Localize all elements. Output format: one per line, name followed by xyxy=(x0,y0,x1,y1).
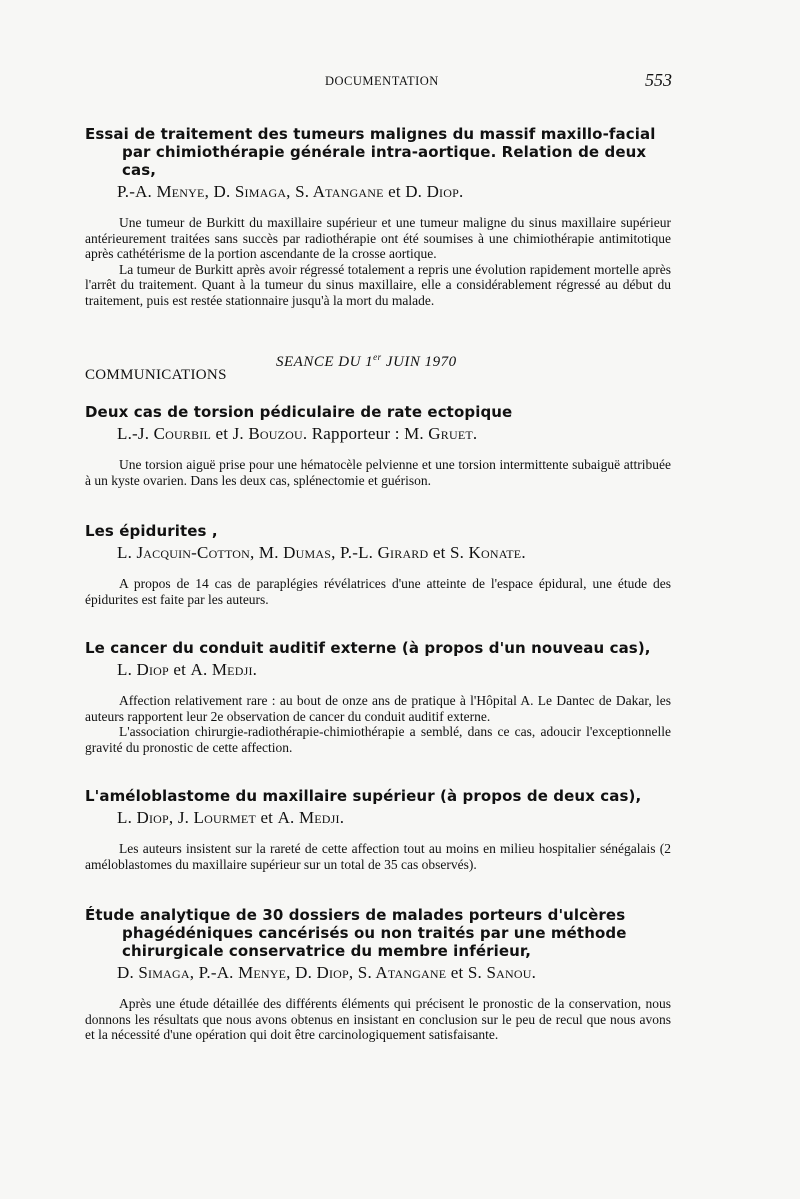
article-title: Essai de traitement des tumeurs malignes du massif maxillo-facial par chimiothérapie générale intra-aortique. Relation de deux cas, xyxy=(85,125,656,179)
article-paragraph: La tumeur de Burkitt après avoir régressé totalement a repris une évolution rapidement mortelle après l'arrêt du traitement. Quant à la tumeur du sinus maxillaire, elle a considérablement régressé au début du traitement, puis est restée stationnaire jusqu'à la mort du malade. xyxy=(85,261,671,308)
section-heading: COMMUNICATIONS xyxy=(85,367,227,383)
running-header xyxy=(0,70,800,94)
session-heading: SEANCE DU 1er JUIN 1970 xyxy=(276,352,457,370)
article-torsion-rate xyxy=(85,403,671,488)
article-title: L'améloblastome du maxillaire supérieur (à propos de deux cas), xyxy=(85,787,642,805)
article-title: Le cancer du conduit auditif externe (à propos d'un nouveau cas), xyxy=(85,639,651,657)
page-number: 553 xyxy=(645,70,672,90)
article-paragraph: A propos de 14 cas de paraplégies révélatrices d'une atteinte de l'espace épidural, une étude des épidurites est faite par les auteurs. xyxy=(85,576,671,607)
article-authors: L.-J. Courbil et J. Bouzou. Rapporteur : M. Gruet. xyxy=(117,424,478,443)
article-paragraph: Une tumeur de Burkitt du maxillaire supérieur et une tumeur maligne du sinus maxillaire supérieur antérieurement traitées sans succès par radiothérapie ont été soumises à une chimiothérapie antimitotique après cathétérisme de la portion ascendante de la crosse aortique. xyxy=(85,215,671,261)
article-maxillo-facial xyxy=(85,125,671,308)
article-paragraph: Une torsion aiguë prise pour une hématocèle pelvienne et une torsion intermittente subaiguë attribuée à un kyste ovarien. Dans les deux cas, splénectomie et guérison. xyxy=(85,457,671,488)
article-title: Étude analytique de 30 dossiers de malades porteurs d'ulcères phagédéniques cancérisés ou non traités par une méthode chirurgicale conservatrice du membre inférieur, xyxy=(85,906,627,960)
article-paragraph: Les auteurs insistent sur la rareté de cette affection tout au moins en milieu hospitalier sénégalais (2 améloblastomes du maxillaire supérieur sur un total de 35 cas observés). xyxy=(85,841,671,872)
article-authors: P.-A. Menye, D. Simaga, S. Atangane et D. Diop. xyxy=(117,182,464,201)
article-ameloblastome xyxy=(85,787,671,872)
article-title: Deux cas de torsion pédiculaire de rate ectopique xyxy=(85,403,513,421)
article-paragraph: L'association chirurgie-radiothérapie-chimiothérapie a semblé, dans ce cas, adoucir l'exceptionnelle gravité du pronostic de cette affection. xyxy=(85,724,671,755)
article-authors: D. Simaga, P.-A. Menye, D. Diop, S. Atangane et S. Sanou. xyxy=(117,963,537,982)
article-authors: L. Jacquin-Cotton, M. Dumas, P.-L. Girard et S. Konate. xyxy=(117,543,526,562)
running-title: DOCUMENTATION xyxy=(325,74,439,88)
article-title: Les épidurites , xyxy=(85,522,218,540)
article-authors: L. Diop, J. Lourmet et A. Medji. xyxy=(117,808,345,827)
article-paragraph: Après une étude détaillée des différents éléments qui précisent le pronostic de la conservation, nous donnons les résultats que nous avons obtenus en insistant en conclusion sur le peu de recul que nous avons et la nécessité d'une opération qui doit être carcinologiquement satisfaisante. xyxy=(85,996,671,1042)
article-ulceres-phagedeniques xyxy=(85,906,671,1043)
article-epidurites xyxy=(85,522,671,607)
article-authors: L. Diop et A. Medji. xyxy=(117,660,258,679)
article-conduit-auditif xyxy=(85,639,671,755)
article-paragraph: Affection relativement rare : au bout de onze ans de pratique à l'Hôpital A. Le Dantec de Dakar, les auteurs rapportent leur 2e observation de cancer du conduit auditif externe. xyxy=(85,693,671,724)
